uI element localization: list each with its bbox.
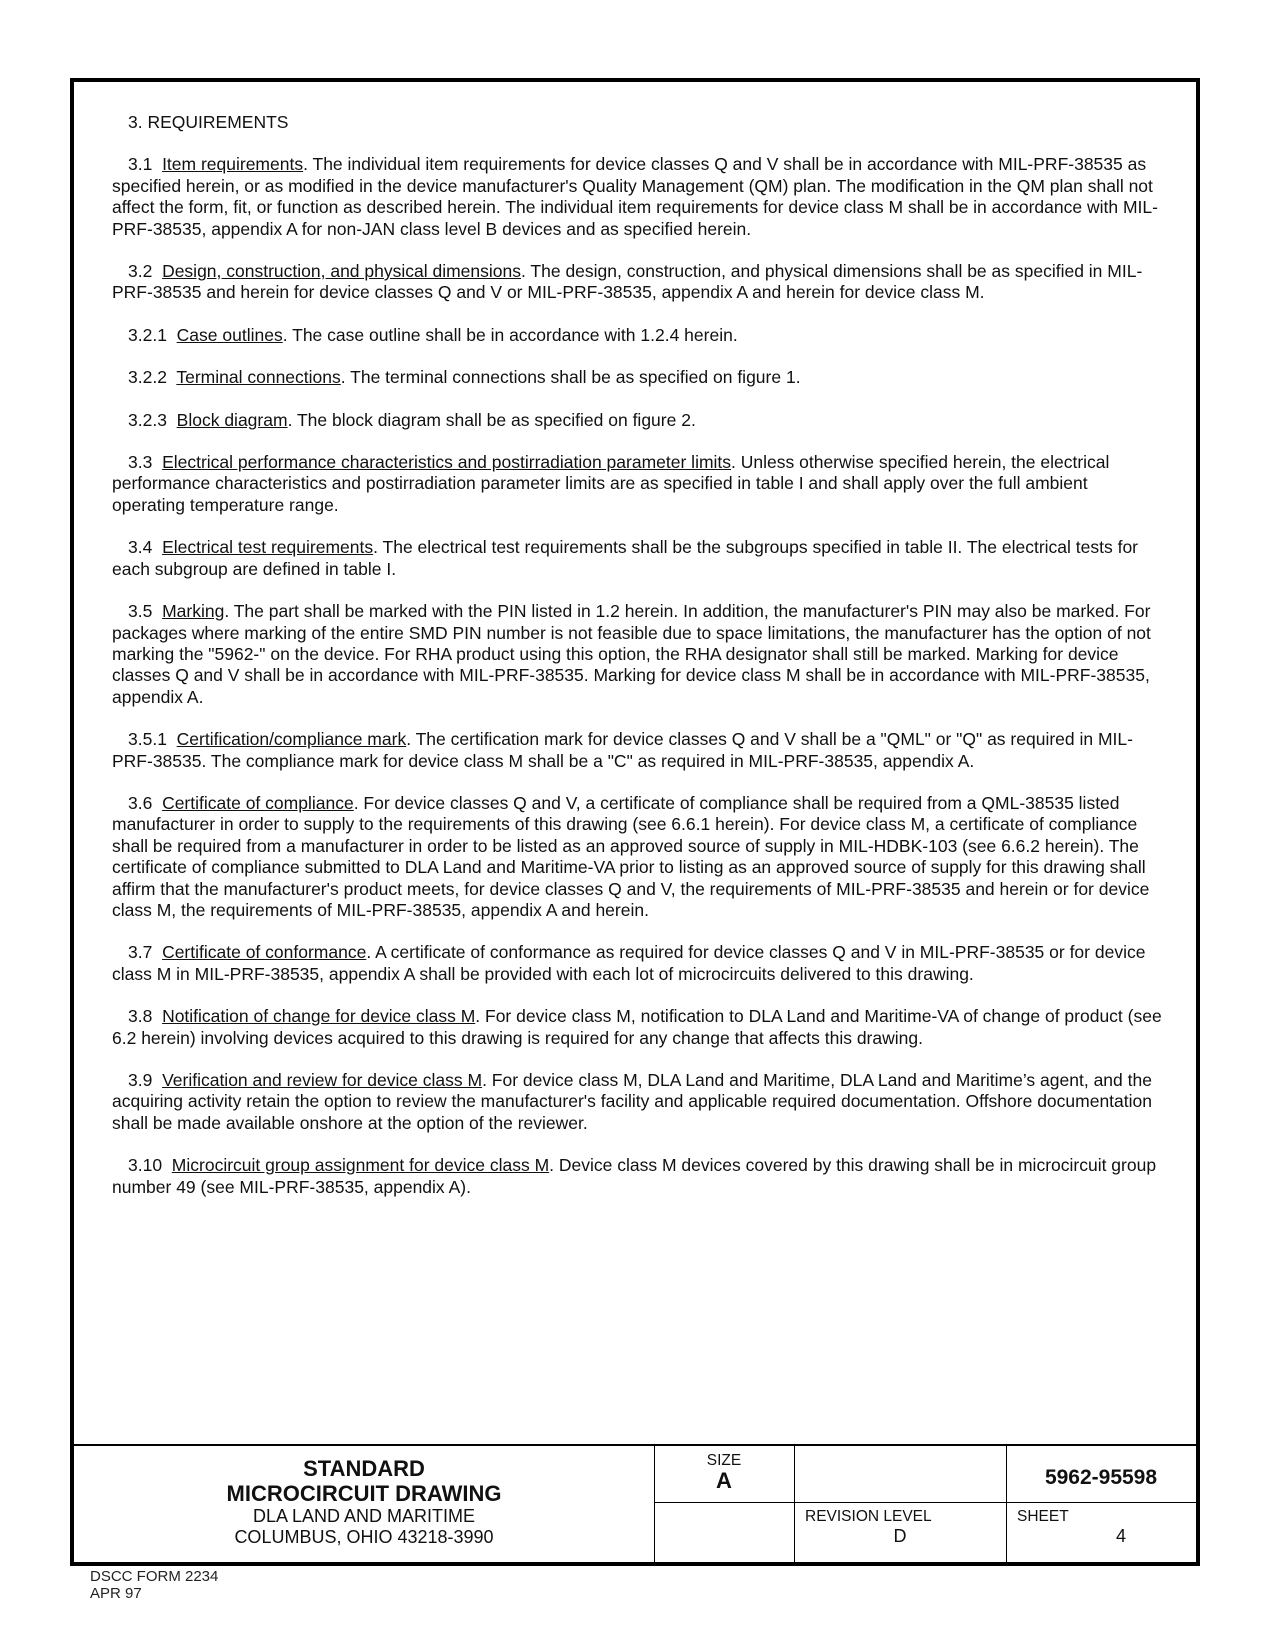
drawing-number: 5962-95598 (1044, 1466, 1158, 1489)
paragraph-title: Verification and review for device class M (162, 1070, 483, 1090)
paragraph-title: Certificate of conformance (162, 942, 367, 963)
size-value: A (716, 1468, 732, 1493)
paragraph-title: Marking (162, 601, 225, 622)
paragraph-title: Microcircuit group assignment for device class M (171, 1155, 550, 1176)
revision-label: REVISION LEVEL (805, 1508, 932, 1525)
section-heading: 3. REQUIREMENTS (128, 112, 289, 132)
requirements-content (112, 112, 1162, 1219)
revision-value: D (893, 1526, 907, 1546)
paragraph-3-2-3: 3.2.3 Block diagram. The block diagram shall be as specified on figure 2. (128, 409, 696, 430)
sheet-value: 4 (1115, 1526, 1126, 1546)
paragraph-3-5: 3.5 Marking. The part shall be marked with the PIN listed in 1.2 herein. In addition, the manufacturer's PIN may also be marked. For packages where marking of the entire SMD PIN number is not feasible due to space limitations, the manufacturer has the option of not marking the "5962-" on the device. For RHA product using this option, the RHA designator shall still be marked. Marking for device classes Q and V shall be in accordance with MIL-PRF-38535. Marking for device class M shall be in accordance with MIL-PRF-38535, appendix A. (112, 601, 1151, 707)
paragraph-title: Terminal connections (176, 367, 341, 388)
title-agency: DLA LAND AND MARITIME COLUMBUS, OHIO 43218-3990 (74, 1506, 654, 1548)
form-identifier (90, 1568, 218, 1602)
divider (654, 1502, 1196, 1503)
paragraph-3-1: 3.1 Item requirements. The individual item requirements for device classes Q and V shall be in accordance with MIL-PRF-38535 as specified herein, or as modified in the device manufacturer's Quality Management (QM) plan. The modification in the QM plan shall not affect the form, fit, or function as described herein. The individual item requirements for device class M shall be in accordance with MIL-PRF-38535, appendix A for non-JAN class level B devices and as specified herein. (112, 154, 1158, 239)
paragraph-3-2: 3.2 Design, construction, and physical dimensions. The design, construction, and physical dimensions shall be as specified in MIL-PRF-38535 and herein for device classes Q and V or MIL-PRF-38535, appendix A and herein for device class M. (112, 261, 1143, 303)
sheet-label: SHEET (1017, 1508, 1069, 1525)
title-standard: STANDARD MICROCIRCUIT DRAWING (74, 1456, 654, 1506)
paragraph-3-2-1: 3.2.1 Case outlines. The case outline shall be in accordance with 1.2.4 herein. (128, 324, 738, 345)
paragraph-title: Case outlines (176, 324, 283, 345)
paragraph-title: Block diagram (176, 409, 288, 430)
paragraph-3-5-1: 3.5.1 Certification/compliance mark. The certification mark for device classes Q and V shall be a "QML" or "Q" as required in MIL-PRF-38535. The compliance mark for device class M shall be a "C" as required in MIL-PRF-38535, appendix A. (112, 729, 1133, 771)
paragraph-title: Notification of change for device class M (162, 1006, 476, 1027)
paragraph-title: Item requirements (162, 154, 304, 175)
paragraph-title: Certificate of compliance (162, 792, 354, 813)
paragraph-3-8: 3.8 Notification of change for device class M. For device class M, notification to DLA Land and Maritime-VA of change of product (see 6.2 herein) involving devices acquired to this drawing is required for any change that affects this drawing. (112, 1006, 1162, 1048)
title-block (74, 1444, 1196, 1562)
form-date: APR 97 (90, 1585, 142, 1602)
paragraph-3-7: 3.7 Certificate of conformance. A certificate of conformance as required for device classes Q and V in MIL-PRF-38535 or for device class M in MIL-PRF-38535, appendix A shall be provided with each lot of microcircuits delivered to this drawing. (112, 942, 1146, 984)
paragraph-3-3: 3.3 Electrical performance characteristics and postirradiation parameter limits. Unless otherwise specified herein, the electrical performance characteristics and postirradiation parameter limits are as specified in table I and shall apply over the full ambient operating temperature range. (112, 452, 1110, 515)
paragraph-title: Electrical performance characteristics and postirradiation parameter limits (162, 452, 732, 473)
paragraph-title: Design, construction, and physical dimensions (162, 261, 522, 282)
paragraph-3-9: 3.9 Verification and review for device class M. For device class M, DLA Land and Maritime, DLA Land and Maritime’s agent, and the acquiring activity retain the option to review the manufacturer's facility and applicable required documentation. Offshore documentation shall be made available onshore at the option of the reviewer. (112, 1070, 1152, 1133)
paragraph-3-10: 3.10 Microcircuit group assignment for device class M. Device class M devices covered by this drawing shall be in microcircuit group number 49 (see MIL-PRF-38535, appendix A). (112, 1155, 1157, 1197)
paragraph-title: Certification/compliance mark (176, 729, 407, 750)
form-number: DSCC FORM 2234 (90, 1568, 219, 1585)
paragraph-3-4: 3.4 Electrical test requirements. The electrical test requirements shall be the subgroups specified in table II. The electrical tests for each subgroup are defined in table I. (112, 537, 1139, 579)
drawing-frame (70, 78, 1200, 1566)
paragraph-3-6: 3.6 Certificate of compliance. For device classes Q and V, a certificate of compliance shall be required from a QML-38535 listed manufacturer in order to supply to the requirements of this drawing (see 6.6.1 herein). For device class M, a certificate of compliance shall be required from a manufacturer in order to be listed as an approved source of supply in MIL-HDBK-103 (see 6.6.2 herein). The certificate of compliance submitted to DLA Land and Maritime-VA prior to listing as an approved source of supply for this drawing shall affirm that the manufacturer's product meets, for device classes Q and V, the requirements of MIL-PRF-38535 and herein or for device class M, the requirements of MIL-PRF-38535, appendix A and herein. (112, 792, 1150, 920)
size-label: SIZE (706, 1452, 742, 1469)
title-microcircuit-drawing: MICROCIRCUIT DRAWING (226, 1481, 502, 1506)
paragraph-title: Electrical test requirements (162, 537, 374, 558)
paragraph-3-2-2: 3.2.2 Terminal connections. The terminal connections shall be as specified on figure 1. (128, 367, 801, 388)
title-address: COLUMBUS, OHIO 43218-3990 (234, 1527, 494, 1547)
